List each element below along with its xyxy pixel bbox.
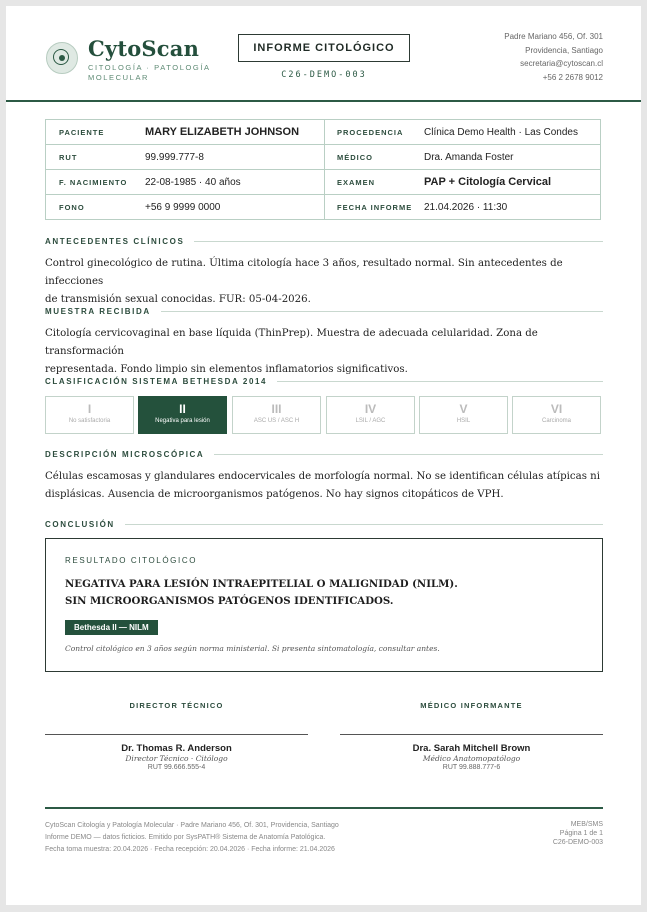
lab-email: secretaria@cytoscan.cl [520, 59, 603, 68]
footer-line: CytoScan Citología y Patología Molecular · Padre Mariano 456, Of. 301, Providencia, Santiago [45, 822, 339, 829]
section-title-conclusion [45, 520, 603, 529]
info-row-rut [46, 145, 324, 170]
footer-line: Fecha toma muestra: 20.04.2026 · Fecha recepción: 20.04.2026 · Fecha informe: 21.04.2026 [45, 846, 335, 853]
signature-line [45, 734, 308, 735]
section-title-text: CLASIFICACIÓN SISTEMA BETHESDA 2014 [45, 377, 268, 386]
info-row-fono [46, 195, 324, 220]
info-label: MÉDICO [337, 152, 373, 162]
signature-name-informante: Dra. Sarah Mitchell Brown [412, 743, 531, 754]
bethesda-label: No satisfactoria [68, 418, 111, 424]
footer-info [45, 820, 339, 856]
section-title-bethesda [45, 377, 603, 386]
bethesda-numeral: V [459, 402, 468, 416]
patient-info-table [45, 119, 601, 220]
bethesda-category-v [419, 396, 508, 434]
bethesda-numeral: I [87, 402, 92, 416]
bethesda-numeral: III [271, 402, 282, 416]
header-divider [6, 100, 641, 102]
info-row-medico [325, 145, 601, 170]
report-page [6, 6, 641, 905]
bethesda-label: HSIL [456, 418, 471, 424]
text-line: de transmisión sexual conocidas. FUR: 05-04-2026. [45, 294, 311, 305]
bethesda-numeral: II [179, 402, 186, 416]
bethesda-category-i [45, 396, 134, 434]
page-number: Página 1 de 1 [559, 830, 603, 837]
info-row-paciente [46, 120, 324, 145]
brand-name: CytoScan [88, 36, 200, 61]
report-date: 21.04.2026 · 11:30 [424, 202, 508, 213]
report-code: C26-DEMO-003 [281, 70, 367, 80]
section-title-antecedentes [45, 237, 603, 246]
microscopia-text [45, 468, 605, 504]
section-title-text: DESCRIPCIÓN MICROSCÓPICA [45, 450, 205, 459]
footer-code: C26-DEMO-003 [552, 839, 603, 846]
bethesda-category-ii-selected [138, 396, 227, 434]
bethesda-label: Negativa para lesión [155, 418, 210, 424]
footer-initials: MEB/SMS [570, 821, 603, 828]
info-row-fecha [325, 195, 601, 220]
bethesda-label: ASC US / ASC H [253, 418, 300, 424]
result-label: RESULTADO CITOLÓGICO [65, 556, 198, 565]
text-line: Células escamosas y glandulares endocervicales de morfología normal. No se identifican células atípicas ni [45, 471, 600, 482]
bethesda-numeral: VI [550, 402, 563, 416]
signature-rut-informante: RUT 99.888.777-6 [442, 764, 501, 771]
diagnosis-line: NEGATIVA PARA LESIÓN INTRAEPITELIAL O MALIGNIDAD (NILM). [65, 578, 458, 590]
section-title-muestra [45, 307, 603, 316]
section-title-text: CONCLUSIÓN [45, 520, 115, 529]
signature-title-informante: Médico Anatomopatólogo [422, 754, 521, 763]
text-line: Control ginecológico de rutina. Última citología hace 3 años, resultado normal. Sin antecedentes de infecciones [45, 258, 563, 287]
lab-phone: +56 2 2678 9012 [542, 72, 603, 82]
bethesda-category-iv [326, 396, 415, 434]
referring-doctor: Dra. Amanda Foster [424, 151, 514, 163]
muestra-text [45, 325, 605, 379]
info-label: PROCEDENCIA [337, 127, 404, 137]
signature-rut-director: RUT 99.666.555-4 [147, 764, 206, 771]
text-line: representada. Fondo limpio sin elementos inflamatorios significativos. [45, 364, 408, 375]
footer-line: Informe DEMO — datos ficticios. Emitido por SysPATH® Sistema de Anatomía Patológica. [45, 834, 326, 841]
info-label: PACIENTE [59, 127, 105, 137]
info-label: FECHA INFORME [337, 203, 413, 212]
patient-birthdate: 22-08-1985 · 40 años [145, 176, 241, 188]
patient-rut: 99.999.777-8 [145, 151, 204, 163]
report-title: INFORME CITOLÓGICO [238, 34, 410, 62]
origin-clinic: Clínica Demo Health · Las Condes [424, 126, 578, 138]
bethesda-label: Carcinoma [541, 418, 571, 424]
bethesda-numeral: IV [364, 402, 377, 416]
signature-name-director: Dr. Thomas R. Anderson [121, 743, 232, 754]
result-diagnosis [65, 576, 458, 610]
info-row-procedencia [325, 120, 601, 145]
bethesda-badge: Bethesda II — NILM [65, 620, 158, 635]
footer-meta [553, 820, 603, 847]
info-label: EXAMEN [337, 177, 376, 187]
bethesda-category-iii [232, 396, 321, 434]
brand-subtitle: CITOLOGÍA · PATOLOGÍA MOLECULAR [88, 63, 211, 82]
exam-type: PAP + Citología Cervical [424, 176, 552, 188]
info-label: F. NACIMIENTO [59, 177, 128, 187]
info-row-nacimiento [46, 170, 324, 195]
text-line: displásicas. Ausencia de microorganismos patógenos. No hay signos citopáticos de VPH. [45, 489, 504, 500]
section-title-text: ANTECEDENTES CLÍNICOS [45, 237, 185, 246]
section-title-text: MUESTRA RECIBIDA [45, 307, 151, 316]
patient-name: MARY ELIZABETH JOHNSON [145, 126, 300, 138]
signature-role-informante: MÉDICO INFORMANTE [420, 701, 523, 710]
info-label: FONO [59, 203, 85, 212]
signature-line [340, 734, 603, 735]
text-line: Citología cervicovaginal en base líquida (ThinPrep). Muestra de adecuada celularidad. Zona de transformación [45, 328, 538, 357]
patient-phone: +56 9 9999 0000 [145, 202, 221, 213]
logo-icon [46, 42, 78, 74]
address-line: Padre Mariano 456, Of. 301 [504, 32, 603, 41]
signature-role-director: DIRECTOR TÉCNICO [129, 701, 224, 710]
followup-note: Control citológico en 3 años según norma ministerial. Si presenta sintomatología, consultar antes. [65, 644, 440, 653]
conclusion-box [45, 538, 603, 672]
section-title-microscopia [45, 450, 603, 459]
diagnosis-line: SIN MICROORGANISMOS PATÓGENOS IDENTIFICADOS. [65, 595, 394, 607]
footer-divider [45, 807, 603, 809]
bethesda-category-vi [512, 396, 601, 434]
lab-address [504, 30, 603, 84]
signature-title-director: Director Técnico · Citólogo [125, 754, 228, 763]
bethesda-label: LSIL / AGC [355, 418, 386, 424]
antecedentes-text [45, 255, 605, 309]
info-label: RUT [59, 152, 78, 162]
info-row-examen [325, 170, 601, 195]
address-line: Providencia, Santiago [525, 45, 603, 55]
